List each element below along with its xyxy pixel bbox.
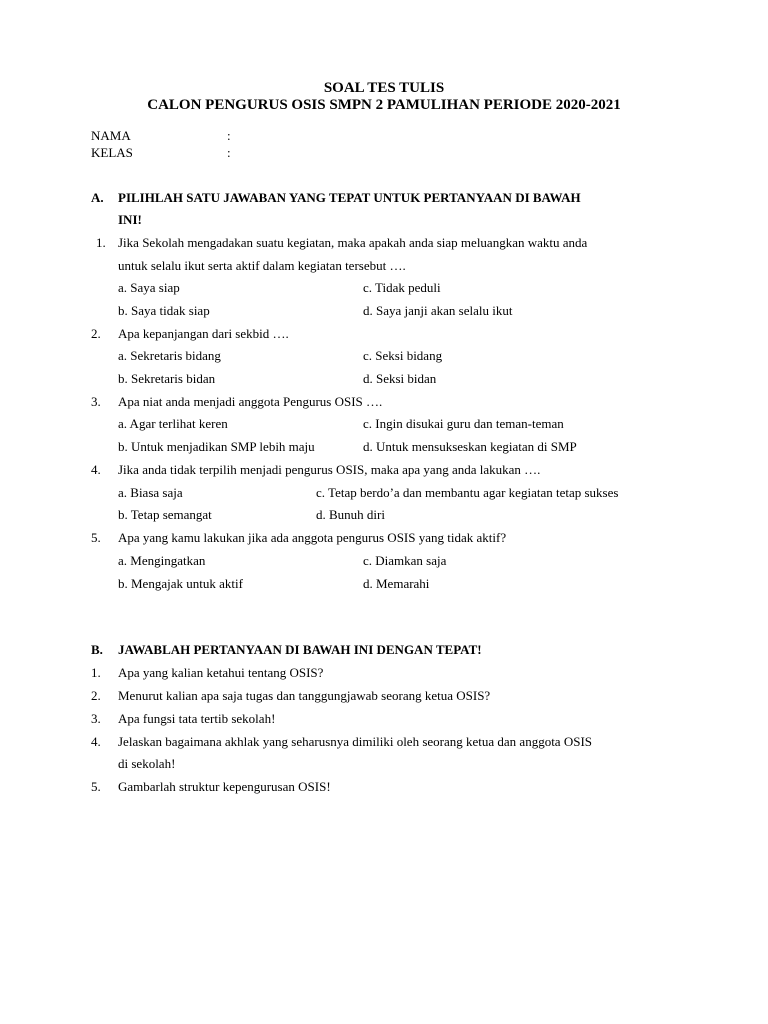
option-d: d. Saya janji akan selalu ikut	[363, 303, 513, 318]
essay-question: Jelaskan bagaimana akhlak yang seharusnya dimiliki oleh seorang ketua dan anggota OSIS	[118, 734, 593, 749]
nama-colon: :	[227, 128, 231, 143]
option-b: b. Untuk menjadikan SMP lebih maju	[118, 439, 315, 454]
essay-question: Menurut kalian apa saja tugas dan tanggungjawab seorang ketua OSIS?	[118, 688, 491, 703]
question-number: 4.	[91, 462, 101, 477]
question-number: 5.	[91, 530, 101, 545]
option-c: c. Diamkan saja	[363, 553, 447, 568]
document-title: SOAL TES TULIS	[323, 80, 445, 96]
question-text: Apa yang kamu lakukan jika ada anggota pengurus OSIS yang tidak aktif?	[118, 530, 507, 545]
question-number: 3.	[91, 394, 101, 409]
document-subtitle: CALON PENGURUS OSIS SMPN 2 PAMULIHAN PERIODE 2020-2021	[147, 97, 621, 113]
question-number: 1.	[96, 235, 106, 250]
question-text-cont: untuk selalu ikut serta aktif dalam kegiatan tersebut ….	[118, 258, 406, 273]
option-b: b. Tetap semangat	[118, 507, 212, 522]
question-text: Apa niat anda menjadi anggota Pengurus OSIS ….	[118, 394, 383, 409]
option-d: d. Seksi bidan	[363, 371, 437, 386]
essay-question-cont: di sekolah!	[118, 756, 176, 771]
option-b: b. Mengajak untuk aktif	[118, 576, 243, 591]
kelas-label: KELAS	[91, 145, 133, 160]
essay-question: Apa fungsi tata tertib sekolah!	[118, 711, 276, 726]
nama-label: NAMA	[91, 128, 131, 143]
section-b-heading: JAWABLAH PERTANYAAN DI BAWAH INI DENGAN TEPAT!	[118, 642, 482, 657]
section-a-heading-cont: INI!	[118, 212, 142, 227]
kelas-colon: :	[227, 145, 231, 160]
section-b-letter: B.	[91, 642, 103, 657]
option-d: d. Bunuh diri	[316, 507, 385, 522]
option-b: b. Sekretaris bidan	[118, 371, 216, 386]
essay-number: 3.	[91, 711, 101, 726]
option-b: b. Saya tidak siap	[118, 303, 210, 318]
option-c: c. Seksi bidang	[363, 348, 443, 363]
essay-number: 2.	[91, 688, 101, 703]
essay-question: Gambarlah struktur kepengurusan OSIS!	[118, 779, 331, 794]
option-c: c. Tetap berdo’a dan membantu agar kegiatan tetap sukses	[316, 485, 619, 500]
option-c: c. Tidak peduli	[363, 280, 441, 295]
option-c: c. Ingin disukai guru dan teman-teman	[363, 416, 564, 431]
question-text: Apa kepanjangan dari sekbid ….	[118, 326, 289, 341]
option-a: a. Agar terlihat keren	[118, 416, 228, 431]
question-text: Jika Sekolah mengadakan suatu kegiatan, maka apakah anda siap meluangkan waktu anda	[118, 235, 588, 250]
question-text: Jika anda tidak terpilih menjadi pengurus OSIS, maka apa yang anda lakukan ….	[118, 462, 541, 477]
option-a: a. Saya siap	[118, 280, 180, 295]
essay-question: Apa yang kalian ketahui tentang OSIS?	[118, 665, 324, 680]
option-a: a. Biasa saja	[118, 485, 183, 500]
question-number: 2.	[91, 326, 101, 341]
option-a: a. Mengingatkan	[118, 553, 206, 568]
section-a-heading: PILIHLAH SATU JAWABAN YANG TEPAT UNTUK PERTANYAAN DI BAWAH	[118, 190, 581, 205]
option-d: d. Untuk mensukseskan kegiatan di SMP	[363, 439, 577, 454]
option-d: d. Memarahi	[363, 576, 430, 591]
essay-number: 4.	[91, 734, 101, 749]
essay-number: 1.	[91, 665, 101, 680]
section-a-letter: A.	[91, 190, 104, 205]
option-a: a. Sekretaris bidang	[118, 348, 221, 363]
essay-number: 5.	[91, 779, 101, 794]
